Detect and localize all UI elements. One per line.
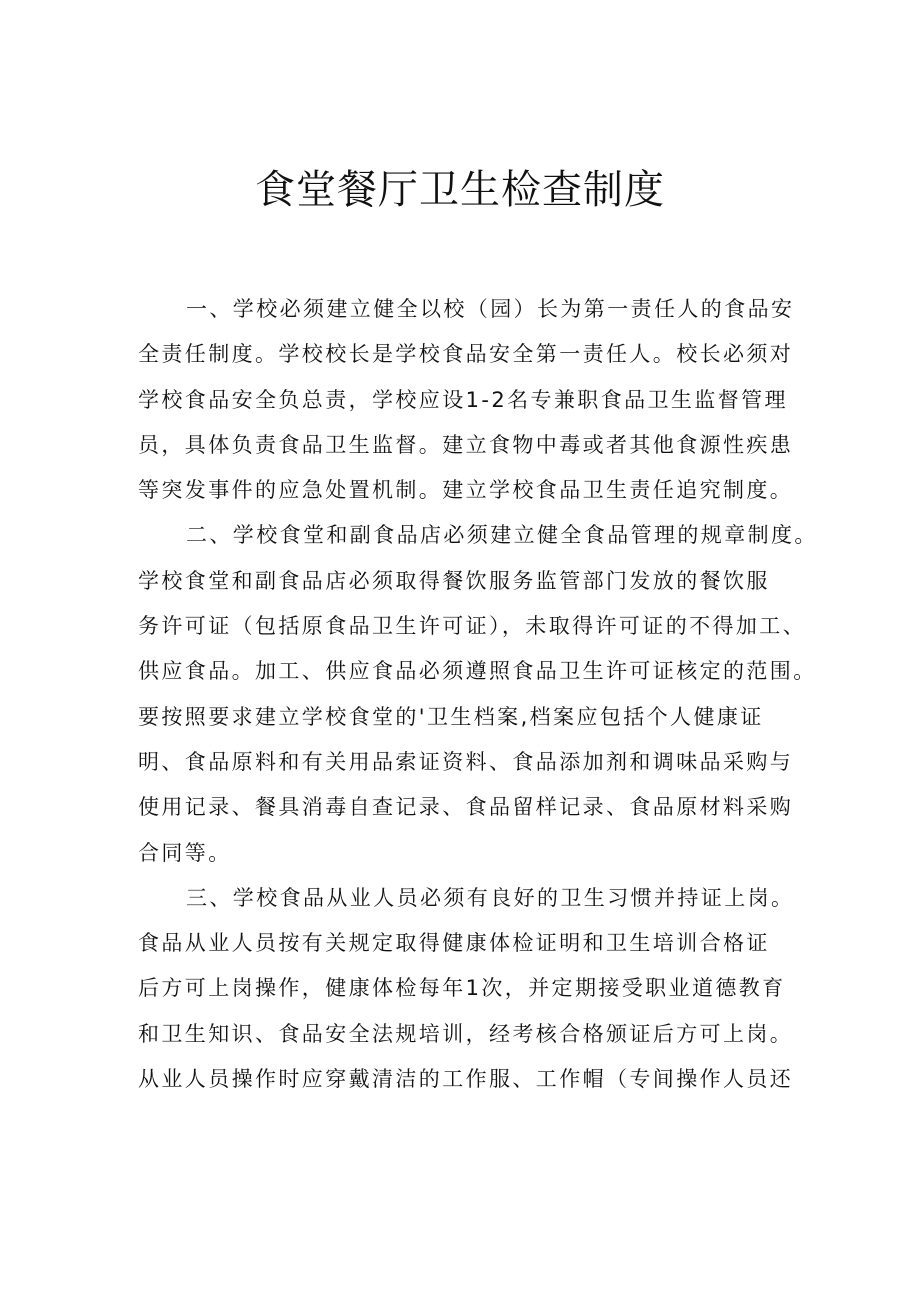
paragraph-3-line-5: 从业人员操作时应穿戴清洁的工作服、工作帽（专间操作人员还 [138,1067,794,1092]
paragraph-2-line-6: 明、食品原料和有关用品索证资料、食品添加剂和调味品采购与 [138,749,794,774]
paragraph-2-line-5: 要按照要求建立学校食堂的'卫生档案,档案应包括个人健康证 [138,704,764,729]
paragraph-2-line-1: 二、学校食堂和副食品店必须建立健全食品管理的规章制度。 [186,523,818,548]
paragraph-3-line-3: 后方可上岗操作，健康体检每年1次，并定期接受职业道德教育 [138,976,786,1001]
paragraph-1-line-5: 等突发事件的应急处置机制。建立学校食品卫生责任追究制度。 [138,478,794,503]
paragraph-3-line-2: 食品从业人员按有关规定取得健康体检证明和卫生培训合格证 [138,931,770,956]
paragraph-1-line-3: 学校食品安全负总责，学校应设1-2名专兼职食品卫生监督管理 [138,387,788,412]
paragraph-1-line-2: 全责任制度。学校校长是学校食品安全第一责任人。校长必须对 [138,342,794,367]
document-title: 食堂餐厅卫生检查制度 [255,167,665,213]
paragraph-2-line-2: 学校食堂和副食品店必须取得餐饮服务监管部门发放的餐饮服 [138,568,770,593]
paragraph-2-line-4: 供应食品。加工、供应食品必须遵照食品卫生许可证核定的范围。 [138,659,817,684]
document-body [138,287,818,1102]
paragraph-2-line-8: 合同等。 [138,840,232,865]
paragraph-2-line-3: 务许可证（包括原食品卫生许可证），未取得许可证的不得加工、 [138,614,807,639]
paragraph-3-line-4: 和卫生知识、食品安全法规培训，经考核合格颁证后方可上岗。 [138,1021,794,1046]
paragraph-2-line-7: 使用记录、餐具消毒自查记录、食品留样记录、食品原材料采购 [138,795,794,820]
paragraph-3-line-1: 三、学校食品从业人员必须有良好的卫生习惯并持证上岗。 [186,885,795,910]
paragraph-1-line-4: 员，具体负责食品卫生监督。建立食物中毒或者其他食源性疾患 [138,432,794,457]
paragraph-1-line-1: 一、学校必须建立健全以校（园）长为第一责任人的食品安 [186,297,795,321]
